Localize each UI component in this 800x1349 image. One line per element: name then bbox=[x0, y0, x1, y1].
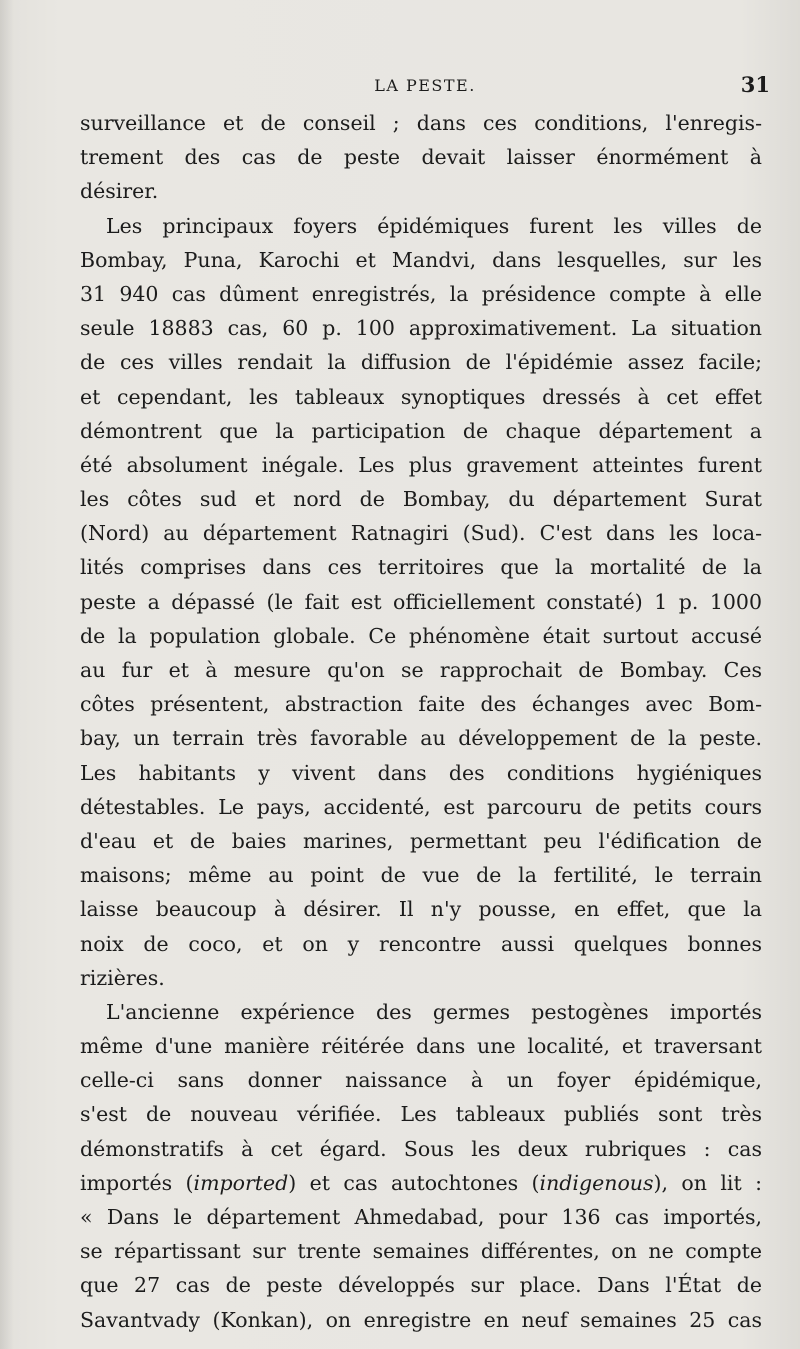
text-line: démonstratifs à cet égard. Sous les deux rubriques : cas bbox=[80, 1136, 762, 1161]
text-line: se répartissant sur trente semaines différentes, on ne compte bbox=[80, 1239, 762, 1264]
text-line: L'ancienne expérience des germes pestogènes importés bbox=[106, 999, 762, 1024]
text-line: été absolument inégale. Les plus gravement atteintes furent bbox=[80, 452, 762, 477]
text-line: peste a dépassé (le fait est officiellement constaté) 1 p. 1000 bbox=[80, 589, 762, 614]
text-line: que 27 cas de peste développés sur place. Dans l'État de bbox=[80, 1273, 762, 1298]
text-line: démontrent que la participation de chaque département a bbox=[80, 418, 762, 443]
text-run: importés ( bbox=[80, 1170, 194, 1195]
text-line: s'est de nouveau vérifiée. Les tableaux publiés sont très bbox=[80, 1102, 762, 1127]
italic-term: imported bbox=[193, 1170, 289, 1195]
text-line: de ces villes rendait la diffusion de l'épidémie assez facile; bbox=[80, 350, 762, 375]
text-line: désirer. bbox=[80, 179, 159, 204]
text-run: ), on lit : bbox=[653, 1170, 762, 1195]
text-line: maisons; même au point de vue de la fertilité, le terrain bbox=[80, 863, 762, 888]
text-line: trement des cas de peste devait laisser énormément à bbox=[80, 145, 762, 170]
italic-term: indigenous bbox=[539, 1170, 654, 1195]
text-line: d'eau et de baies marines, permettant peu l'édification de bbox=[80, 828, 762, 853]
text-line: détestables. Le pays, accidenté, est parcouru de petits cours bbox=[80, 794, 762, 819]
text-line: 31 940 cas dûment enregistrés, la présidence compte à elle bbox=[80, 281, 762, 306]
text-line: rizières. bbox=[80, 965, 165, 990]
text-line: de la population globale. Ce phénomène était surtout accusé bbox=[80, 623, 762, 648]
text-line: Les habitants y vivent dans des conditions hygiéniques bbox=[80, 760, 762, 785]
text-line: laisse beaucoup à désirer. Il n'y pousse, en effet, que la bbox=[80, 897, 762, 922]
text-line: même d'une manière réitérée dans une localité, et traversant bbox=[80, 1034, 762, 1059]
text-line: Les principaux foyers épidémiques furent les villes de bbox=[106, 213, 762, 238]
text-line: au fur et à mesure qu'on se rapprochait de Bombay. Ces bbox=[80, 658, 762, 682]
text-line bbox=[80, 1166, 762, 1200]
text-run: ) et cas autochtones ( bbox=[288, 1170, 540, 1195]
body-text bbox=[80, 106, 762, 1337]
text-line: Bombay, Puna, Karochi et Mandvi, dans lesquelles, sur les bbox=[80, 247, 762, 272]
text-line: celle-ci sans donner naissance à un foyer épidémique, bbox=[80, 1068, 762, 1093]
page-number: 31 bbox=[740, 72, 770, 97]
text-line: surveillance et de conseil ; dans ces conditions, l'enregis- bbox=[80, 111, 762, 135]
text-line: lités comprises dans ces territoires que la mortalité de la bbox=[80, 555, 762, 580]
text-line: noix de coco, et on y rencontre aussi quelques bonnes bbox=[80, 931, 762, 956]
text-line: (Nord) au département Ratnagiri (Sud). C'est dans les loca- bbox=[80, 521, 762, 546]
running-title: LA PESTE. bbox=[374, 76, 476, 95]
text-line: côtes présentent, abstraction faite des échanges avec Bom- bbox=[80, 692, 762, 717]
text-line: et cependant, les tableaux synoptiques dressés à cet effet bbox=[80, 384, 762, 409]
running-head bbox=[80, 72, 770, 102]
text-line: les côtes sud et nord de Bombay, du département Surat bbox=[80, 487, 762, 512]
text-line: bay, un terrain très favorable au développement de la peste. bbox=[80, 726, 762, 751]
text-line: Savantvady (Konkan), on enregistre en neuf semaines 25 cas bbox=[80, 1307, 762, 1332]
text-line: « Dans le département Ahmedabad, pour 136 cas importés, bbox=[80, 1205, 762, 1229]
text-line: seule 18883 cas, 60 p. 100 approximativement. La situation bbox=[80, 316, 762, 341]
